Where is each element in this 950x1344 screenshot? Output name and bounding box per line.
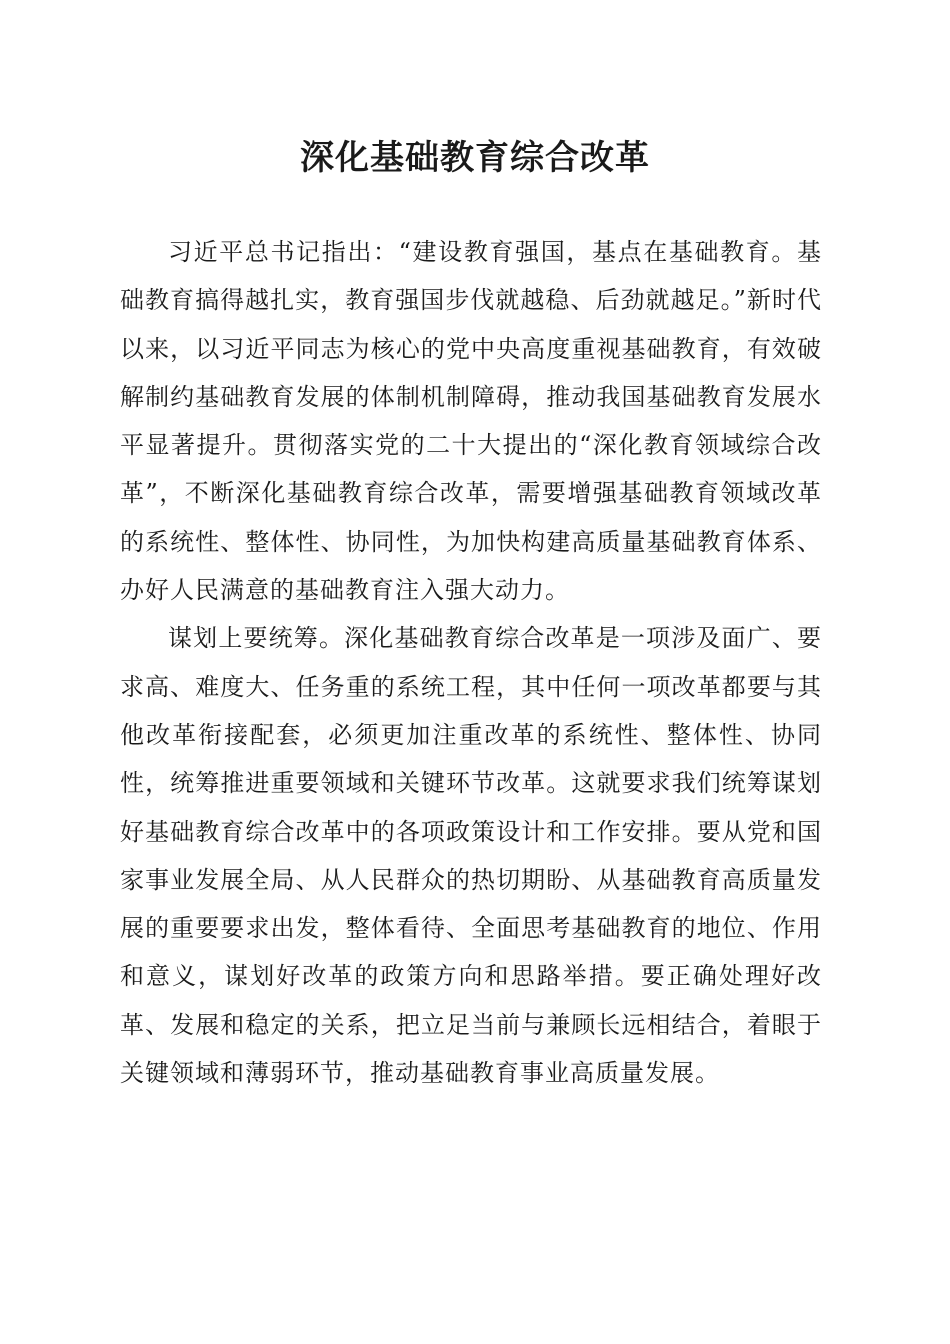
paragraph-intro: 习近平总书记指出：“建设教育强国，基点在基础教育。基础教育搞得越扎实，教育强国步伐就越稳、后劲就越足。”新时代以来，以习近平同志为核心的党中央高度重视基础教育，有效破解制约基础教育发展的体制机制障碍，推动我国基础教育发展水平显著提升。贯彻落实党的二十大提出的“深化教育领域综合改革”，不断深化基础教育综合改革，需要增强基础教育领域改革的系统性、整体性、协同性，为加快构建高质量基础教育体系、办好人民满意的基础教育注入强大动力。	[120, 238, 822, 605]
document-title: 深化基础教育综合改革	[300, 138, 650, 178]
paragraph-planning: 谋划上要统筹。深化基础教育综合改革是一项涉及面广、要求高、难度大、任务重的系统工程，其中任何一项改革都要与其他改革衔接配套，必须更加注重改革的系统性、整体性、协同性，统筹推进重要领域和关键环节改革。这就要求我们统筹谋划好基础教育综合改革中的各项政策设计和工作安排。要从党和国家事业发展全局、从人民群众的热切期盼、从基础教育高质量发展的重要要求出发，整体看待、全面思考基础教育的地位、作用和意义，谋划好改革的政策方向和思路举措。要正确处理好改革、发展和稳定的关系，把立足当前与兼顾长远相结合，着眼于关键领域和薄弱环节，推动基础教育事业高质量发展。	[120, 624, 822, 1088]
document-body	[120, 228, 822, 1097]
